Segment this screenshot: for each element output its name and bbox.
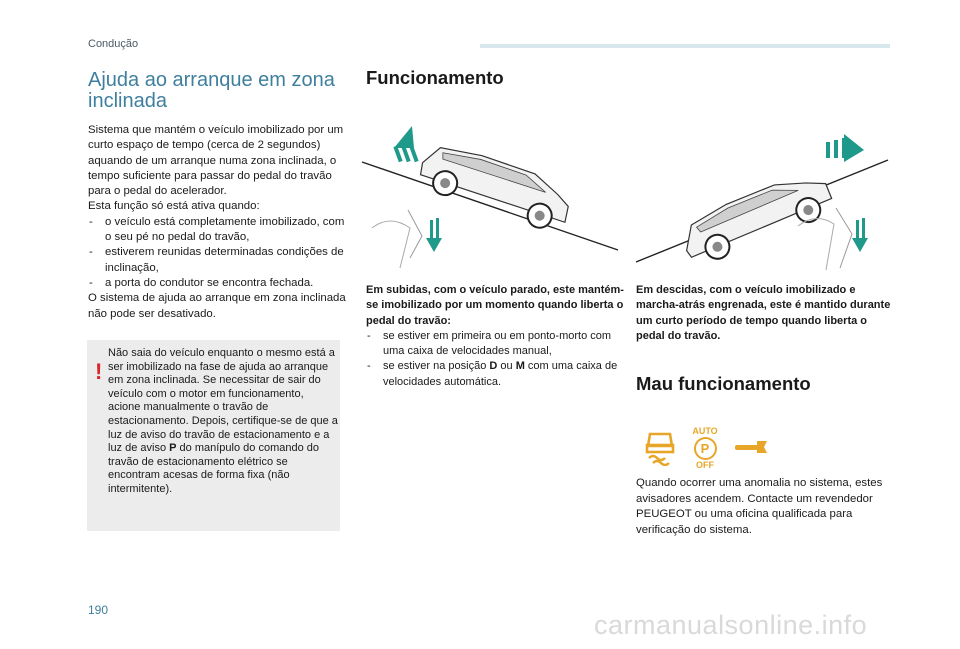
pedal-arrow-icon [852,218,868,252]
pedal-arrow-icon [426,218,442,252]
off-label: OFF [696,460,714,470]
downhill-arrow-icon [826,134,864,162]
downhill-caption: Em descidas, com o veículo imobilizado e marcha-atrás engrenada, este é mantido durante um curto período de tempo quando liberta o pedal do travão. [636,284,891,342]
p-circle: P [694,437,717,460]
warning-text-part1: Não saia do veículo enquanto o mesmo está a ser imobilizado na fase de ajuda ao arranque em zona inclinada. Se necessitar de sair do veículo com o motor em funcionamento, acione manualmente o travão de estacionamento. Depois, certifique-se de que a luz de aviso do travão de estacionamento e a luz de aviso [108,347,338,455]
warning-p-letter: P [169,442,177,455]
uphill-arrow-icon [393,126,418,162]
list-item: - a porta do condutor se encontra fechada. [88,276,350,291]
auto-label: AUTO [692,426,718,436]
uphill-lead: Em subidas, com o veículo parado, este mantém-se imobilizado por um momento quando liberta o pedal do travão: [366,284,624,327]
malfunction-text: Quando ocorrer uma anomalia no sistema, estes avisadores acendem. Contacte um revendedor PEUGEOT ou uma oficina qualificada para verificação do sistema. [636,477,883,537]
warning-text-part2: do manípulo do comando do travão de estacionamento elétrico se encontram acesas de forma fixa (não intermitente). [108,442,319,495]
list-item-text: ou [497,360,516,373]
uphill-list [366,329,628,390]
warning-text [108,347,338,497]
malfunction-heading: Mau funcionamento [636,373,811,394]
watermark: carmanualsonline.info [594,610,868,640]
page-number: 190 [88,603,109,617]
warning-icon: ! [95,359,103,384]
intro-paragraph: Sistema que mantém o veículo imobilizado por um curto espaço de tempo (cerca de 2 segundos) aquando de um arranque numa zona inclinada, o tempo suficiente para passar do pedal do travão para o pedal do acelerador. [88,124,344,198]
gear-d: D [489,360,498,373]
condition-list [88,215,350,291]
list-item: - se estiver em primeira ou em ponto-morto com uma caixa de velocidades manual, [366,329,628,360]
intro-text [88,123,350,322]
list-item-text: se estiver na posição [383,360,490,373]
wrench-icon [733,437,769,457]
intro-condition-lead: Esta função só está ativa quando: [88,200,260,213]
functioning-heading: Funcionamento [366,67,504,88]
list-item-text: com uma caixa de velocidades automática. [383,360,618,388]
uphill-illustration [360,118,622,278]
list-item: - o veículo está completamente imobilizado, com o seu pé no pedal do travão, [88,215,350,246]
list-item: - estiverem reunidas determinadas condições de inclinação, [88,245,350,276]
intro-note: O sistema de ajuda ao arranque em zona inclinada não pode ser desativado. [88,292,346,320]
gear-m: M [515,360,525,373]
stability-warning-icon [645,428,675,466]
page-title: Ajuda ao arranque em zona inclinada [88,69,335,112]
auto-p-off-icon [688,426,722,470]
header-bar [480,44,890,48]
downhill-illustration [630,128,892,278]
list-item [366,359,628,390]
section-label: Condução [88,38,139,50]
uphill-caption [366,283,628,390]
